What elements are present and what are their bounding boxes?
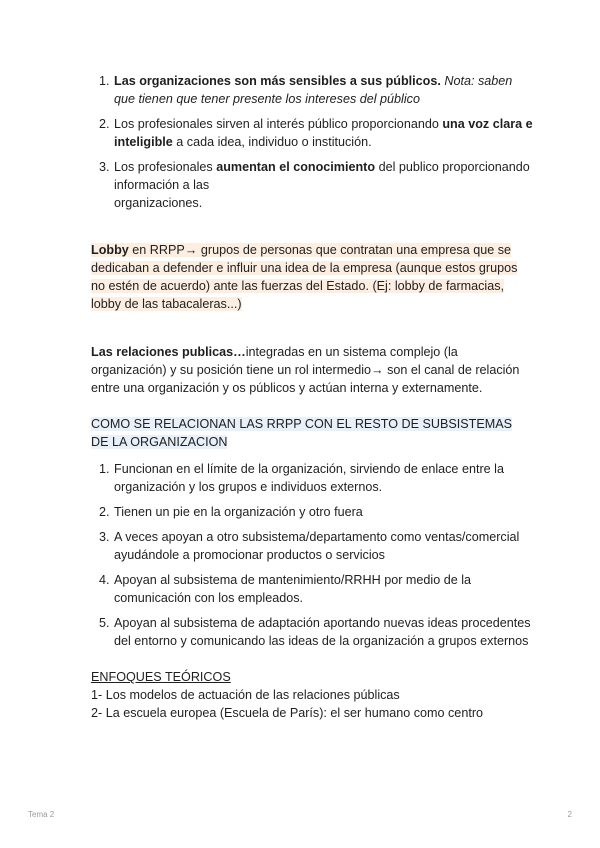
bold-text: Las organizaciones son más sensibles a sus públicos. [114,74,441,88]
subsystems-list [91,460,533,650]
enfoques-line-1: 1- Los modelos de actuación de las relaciones públicas [91,688,400,702]
lobby-definition: en RRPP→ grupos de personas que contratan una empresa que se dedicaban a defender e influir una idea de la empresa (aunque estos grupos no estén de acuerdo) ante las fuerzas del Estado. (Ej: lobby de farmacias, lobby de las tabacaleras...) [91,243,518,311]
text: organizaciones. [114,196,203,210]
list-item: 5. Apoyan al subsistema de adaptación aportando nuevas ideas procedentes del entorno y comunicando las ideas de la organización a grupos externos [113,614,533,650]
list-item: 3. A veces apoyan a otro subsistema/departamento como ventas/comercial ayudándole a promocionar productos o servicios [113,528,533,564]
text: del publico proporcionando información a las [114,160,530,192]
note-text: Nota: saben que tienen que tener presente los intereses del público [114,74,513,106]
bold-text: aumentan el conocimiento [216,160,376,174]
list-item [113,72,533,108]
footer-title: Tema 2 [28,810,55,819]
list-item: 2. Tienen un pie en la organización y otro fuera [113,503,533,521]
rrpp-paragraph [91,343,533,397]
lobby-paragraph [91,241,533,313]
text: Los profesionales [114,160,217,174]
benefits-list [91,72,533,212]
page-content [91,72,533,722]
list-item [113,115,533,151]
enfoques-title: ENFOQUES TEÓRICOS [91,670,231,684]
list-item: 4. Apoyan al subsistema de mantenimiento/RRHH por medio de la comunicación con los empleados. [113,571,533,607]
text: a cada idea, individuo o institución. [172,135,372,149]
enfoques-line-2: 2- La escuela europea (Escuela de París): el ser humano como centro [91,706,484,720]
list-item [113,158,533,212]
page-number: 2 [567,810,572,819]
rrpp-definition: integradas en un sistema complejo (la organización) y su posición tiene un rol intermedio→ son el canal de relación entre una organización y os públicos y actúan interna y externamente. [91,345,520,395]
highlighted-text [91,243,517,311]
rrpp-term: Las relaciones publicas… [91,345,246,359]
lobby-term: Lobby [91,243,129,257]
section-heading [91,415,533,451]
heading-text: COMO SE RELACIONAN LAS RRPP CON EL RESTO DE SUBSISTEMAS DE LA ORGANIZACION [91,417,513,449]
bold-text: una voz clara e inteligible [114,117,533,149]
text: Los profesionales sirven al interés público proporcionando [114,117,443,131]
list-item: 1. Funcionan en el límite de la organización, sirviendo de enlace entre la organización y los grupos e individuos externos. [113,460,533,496]
